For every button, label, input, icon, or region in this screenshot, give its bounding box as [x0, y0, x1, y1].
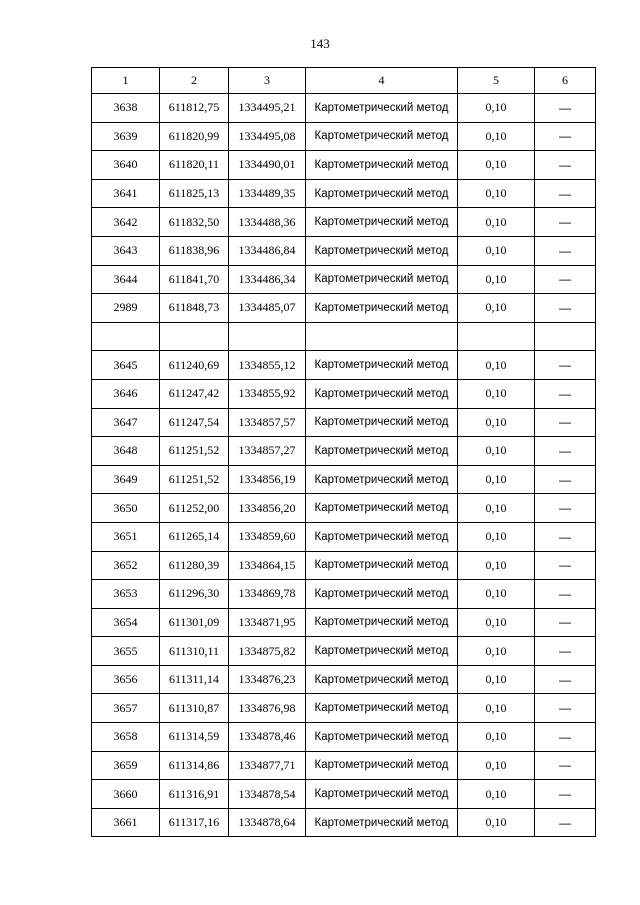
x-coordinate-cell: 611314,86 — [160, 751, 229, 780]
table-row — [92, 236, 596, 265]
method-cell: Картометрический метод — [306, 408, 458, 437]
method-cell: Картометрический метод — [306, 608, 458, 637]
accuracy-cell: 0,10 — [458, 608, 535, 637]
method-cell: Картометрический метод — [306, 122, 458, 151]
table-row — [92, 351, 596, 380]
y-coordinate-cell: 1334495,21 — [229, 94, 306, 123]
method-cell: Картометрический метод — [306, 351, 458, 380]
x-coordinate-cell: 611820,99 — [160, 122, 229, 151]
table-row — [92, 94, 596, 123]
method-cell: Картометрический метод — [306, 465, 458, 494]
method-cell: Картометрический метод — [306, 551, 458, 580]
coordinates-table — [91, 67, 596, 837]
point-number-cell: 3650 — [92, 494, 160, 523]
method-cell: Картометрический метод — [306, 179, 458, 208]
method-cell: Картометрический метод — [306, 637, 458, 666]
point-number-cell: 3651 — [92, 522, 160, 551]
y-coordinate-cell: 1334878,54 — [229, 780, 306, 809]
point-number-cell: 3645 — [92, 351, 160, 380]
x-coordinate-cell: 611247,54 — [160, 408, 229, 437]
point-number-cell: 3640 — [92, 151, 160, 180]
note-cell: — — [535, 408, 596, 437]
point-number-cell: 3656 — [92, 665, 160, 694]
accuracy-cell: 0,10 — [458, 122, 535, 151]
method-cell: Картометрический метод — [306, 694, 458, 723]
x-coordinate-cell: 611310,87 — [160, 694, 229, 723]
table-row — [92, 122, 596, 151]
accuracy-cell: 0,10 — [458, 665, 535, 694]
accuracy-cell: 0,10 — [458, 179, 535, 208]
x-coordinate-cell: 611252,00 — [160, 494, 229, 523]
y-coordinate-cell: 1334488,36 — [229, 208, 306, 237]
point-number-cell: 3654 — [92, 608, 160, 637]
point-number-cell: 3643 — [92, 236, 160, 265]
point-number-cell — [92, 322, 160, 351]
column-header-1: 1 — [92, 68, 160, 94]
accuracy-cell: 0,10 — [458, 637, 535, 666]
y-coordinate-cell: 1334859,60 — [229, 522, 306, 551]
table-row — [92, 379, 596, 408]
table-row — [92, 522, 596, 551]
method-cell: Картометрический метод — [306, 780, 458, 809]
y-coordinate-cell: 1334875,82 — [229, 637, 306, 666]
column-header-3: 3 — [229, 68, 306, 94]
table-header-row — [92, 68, 596, 94]
x-coordinate-cell: 611296,30 — [160, 580, 229, 609]
note-cell: — — [535, 551, 596, 580]
x-coordinate-cell: 611311,14 — [160, 665, 229, 694]
table-row — [92, 208, 596, 237]
accuracy-cell: 0,10 — [458, 408, 535, 437]
method-cell: Картометрический метод — [306, 151, 458, 180]
x-coordinate-cell: 611240,69 — [160, 351, 229, 380]
point-number-cell: 3644 — [92, 265, 160, 294]
note-cell: — — [535, 580, 596, 609]
method-cell: Картометрический метод — [306, 580, 458, 609]
method-cell: Картометрический метод — [306, 265, 458, 294]
note-cell: — — [535, 637, 596, 666]
point-number-cell: 3641 — [92, 179, 160, 208]
method-cell: Картометрический метод — [306, 437, 458, 466]
y-coordinate-cell: 1334490,01 — [229, 151, 306, 180]
note-cell: — — [535, 294, 596, 323]
accuracy-cell: 0,10 — [458, 494, 535, 523]
method-cell: Картометрический метод — [306, 808, 458, 837]
page-number: 143 — [310, 36, 330, 51]
method-cell: Картометрический метод — [306, 665, 458, 694]
note-cell: — — [535, 379, 596, 408]
point-number-cell: 3646 — [92, 379, 160, 408]
method-cell: Картометрический метод — [306, 751, 458, 780]
table-row — [92, 637, 596, 666]
x-coordinate-cell: 611265,14 — [160, 522, 229, 551]
table-row — [92, 151, 596, 180]
point-number-cell: 3661 — [92, 808, 160, 837]
accuracy-cell — [458, 322, 535, 351]
x-coordinate-cell: 611825,13 — [160, 179, 229, 208]
table-row — [92, 780, 596, 809]
accuracy-cell: 0,10 — [458, 265, 535, 294]
point-number-cell: 3649 — [92, 465, 160, 494]
x-coordinate-cell: 611316,91 — [160, 780, 229, 809]
accuracy-cell: 0,10 — [458, 694, 535, 723]
accuracy-cell: 0,10 — [458, 437, 535, 466]
y-coordinate-cell: 1334877,71 — [229, 751, 306, 780]
y-coordinate-cell: 1334857,27 — [229, 437, 306, 466]
x-coordinate-cell: 611310,11 — [160, 637, 229, 666]
table-row — [92, 665, 596, 694]
method-cell: Картометрический метод — [306, 379, 458, 408]
x-coordinate-cell: 611832,50 — [160, 208, 229, 237]
y-coordinate-cell: 1334856,20 — [229, 494, 306, 523]
note-cell: — — [535, 236, 596, 265]
x-coordinate-cell: 611301,09 — [160, 608, 229, 637]
y-coordinate-cell: 1334878,64 — [229, 808, 306, 837]
y-coordinate-cell: 1334486,84 — [229, 236, 306, 265]
note-cell: — — [535, 494, 596, 523]
x-coordinate-cell: 611247,42 — [160, 379, 229, 408]
note-cell: — — [535, 808, 596, 837]
table-body — [92, 94, 596, 837]
table-row — [92, 580, 596, 609]
y-coordinate-cell: 1334871,95 — [229, 608, 306, 637]
note-cell: — — [535, 437, 596, 466]
column-header-6: 6 — [535, 68, 596, 94]
y-coordinate-cell: 1334856,19 — [229, 465, 306, 494]
y-coordinate-cell: 1334489,35 — [229, 179, 306, 208]
note-cell: — — [535, 751, 596, 780]
column-header-4: 4 — [306, 68, 458, 94]
accuracy-cell: 0,10 — [458, 522, 535, 551]
y-coordinate-cell: 1334869,78 — [229, 580, 306, 609]
column-header-5: 5 — [458, 68, 535, 94]
point-number-cell: 3642 — [92, 208, 160, 237]
table-row — [92, 551, 596, 580]
note-cell: — — [535, 465, 596, 494]
method-cell: Картометрический метод — [306, 522, 458, 551]
accuracy-cell: 0,10 — [458, 465, 535, 494]
accuracy-cell: 0,10 — [458, 751, 535, 780]
x-coordinate-cell: 611317,16 — [160, 808, 229, 837]
point-number-cell: 3660 — [92, 780, 160, 809]
x-coordinate-cell: 611848,73 — [160, 294, 229, 323]
method-cell: Картометрический метод — [306, 94, 458, 123]
table-row — [92, 494, 596, 523]
y-coordinate-cell: 1334876,23 — [229, 665, 306, 694]
accuracy-cell: 0,10 — [458, 723, 535, 752]
point-number-cell: 2989 — [92, 294, 160, 323]
note-cell: — — [535, 208, 596, 237]
y-coordinate-cell: 1334857,57 — [229, 408, 306, 437]
table-row — [92, 808, 596, 837]
y-coordinate-cell: 1334855,12 — [229, 351, 306, 380]
x-coordinate-cell: 611280,39 — [160, 551, 229, 580]
accuracy-cell: 0,10 — [458, 808, 535, 837]
accuracy-cell: 0,10 — [458, 151, 535, 180]
point-number-cell: 3659 — [92, 751, 160, 780]
point-number-cell: 3653 — [92, 580, 160, 609]
note-cell: — — [535, 780, 596, 809]
x-coordinate-cell: 611820,11 — [160, 151, 229, 180]
note-cell: — — [535, 122, 596, 151]
x-coordinate-cell — [160, 322, 229, 351]
table-row — [92, 723, 596, 752]
note-cell: — — [535, 179, 596, 208]
x-coordinate-cell: 611251,52 — [160, 437, 229, 466]
point-number-cell: 3655 — [92, 637, 160, 666]
accuracy-cell: 0,10 — [458, 236, 535, 265]
point-number-cell: 3657 — [92, 694, 160, 723]
method-cell: Картометрический метод — [306, 494, 458, 523]
x-coordinate-cell: 611251,52 — [160, 465, 229, 494]
point-number-cell: 3638 — [92, 94, 160, 123]
y-coordinate-cell: 1334485,07 — [229, 294, 306, 323]
note-cell: — — [535, 694, 596, 723]
note-cell: — — [535, 151, 596, 180]
x-coordinate-cell: 611841,70 — [160, 265, 229, 294]
method-cell: Картометрический метод — [306, 294, 458, 323]
accuracy-cell: 0,10 — [458, 780, 535, 809]
note-cell: — — [535, 265, 596, 294]
accuracy-cell: 0,10 — [458, 208, 535, 237]
table-row — [92, 694, 596, 723]
accuracy-cell: 0,10 — [458, 351, 535, 380]
table-row — [92, 751, 596, 780]
y-coordinate-cell: 1334876,98 — [229, 694, 306, 723]
table-row — [92, 465, 596, 494]
y-coordinate-cell: 1334855,92 — [229, 379, 306, 408]
y-coordinate-cell: 1334495,08 — [229, 122, 306, 151]
method-cell: Картометрический метод — [306, 723, 458, 752]
point-number-cell: 3648 — [92, 437, 160, 466]
y-coordinate-cell: 1334878,46 — [229, 723, 306, 752]
table-row — [92, 608, 596, 637]
note-cell: — — [535, 351, 596, 380]
note-cell — [535, 322, 596, 351]
table-row — [92, 294, 596, 323]
table-row — [92, 179, 596, 208]
note-cell: — — [535, 522, 596, 551]
method-cell: Картометрический метод — [306, 208, 458, 237]
x-coordinate-cell: 611812,75 — [160, 94, 229, 123]
accuracy-cell: 0,10 — [458, 294, 535, 323]
accuracy-cell: 0,10 — [458, 94, 535, 123]
method-cell — [306, 322, 458, 351]
y-coordinate-cell — [229, 322, 306, 351]
accuracy-cell: 0,10 — [458, 580, 535, 609]
accuracy-cell: 0,10 — [458, 551, 535, 580]
column-header-2: 2 — [160, 68, 229, 94]
y-coordinate-cell: 1334864,15 — [229, 551, 306, 580]
x-coordinate-cell: 611838,96 — [160, 236, 229, 265]
table-row — [92, 322, 596, 351]
point-number-cell: 3639 — [92, 122, 160, 151]
table-row — [92, 408, 596, 437]
note-cell: — — [535, 665, 596, 694]
note-cell: — — [535, 608, 596, 637]
accuracy-cell: 0,10 — [458, 379, 535, 408]
note-cell: — — [535, 94, 596, 123]
method-cell: Картометрический метод — [306, 236, 458, 265]
point-number-cell: 3658 — [92, 723, 160, 752]
note-cell: — — [535, 723, 596, 752]
x-coordinate-cell: 611314,59 — [160, 723, 229, 752]
y-coordinate-cell: 1334486,34 — [229, 265, 306, 294]
table-row — [92, 265, 596, 294]
point-number-cell: 3652 — [92, 551, 160, 580]
table-row — [92, 437, 596, 466]
point-number-cell: 3647 — [92, 408, 160, 437]
